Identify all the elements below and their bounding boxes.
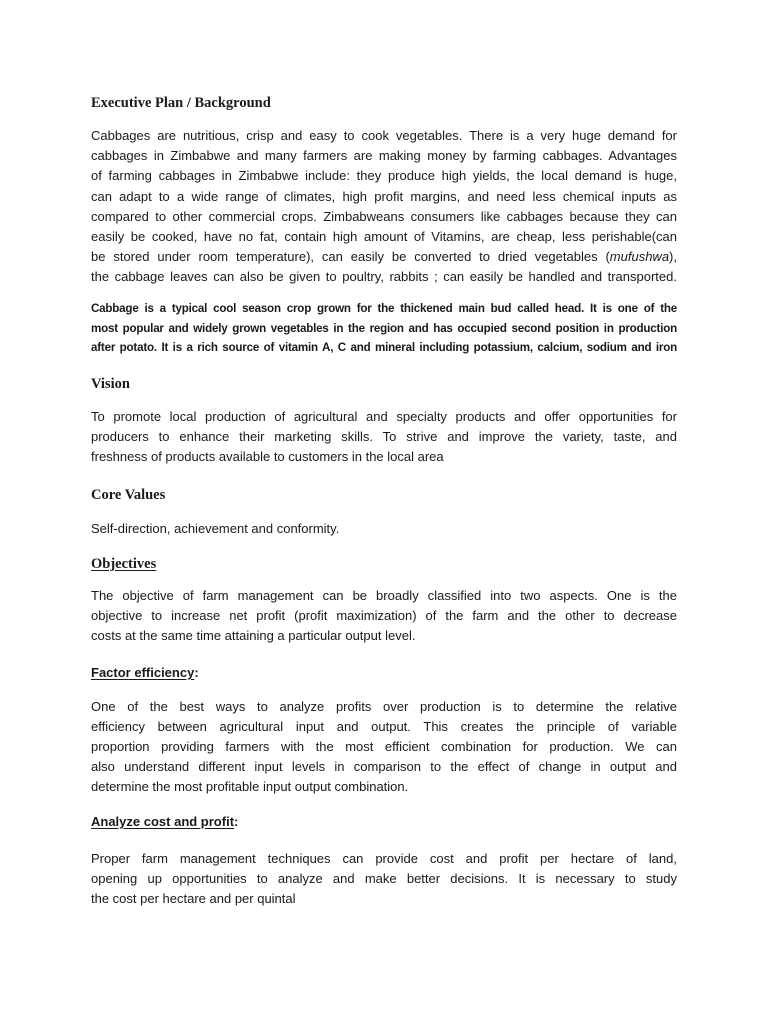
objectives-line-1: The objective of farm management can be broadly classified into two aspects. One is the (91, 588, 677, 603)
analyze-cost-heading-text: Analyze cost and profit (91, 814, 235, 829)
analyze-line-1: Proper farm management techniques can provide cost and profit per hectare of land, (91, 851, 677, 866)
factor-line-2: efficiency between agricultural input and output. This creates the principle of variable (91, 719, 677, 734)
mufushwa-term: mufushwa (609, 249, 670, 265)
paragraph-executive-background (91, 126, 677, 288)
cabbage-line-2: most popular and widely grown vegetables in the region and has occupied second position in production (91, 321, 677, 335)
factor-line-1: One of the best ways to analyze profits over production is to determine the relative (91, 699, 677, 714)
executive-line-6: easily be cooked, have no fat, contain high amount of Vitamins, are cheap, less perishable(can (91, 229, 677, 245)
paragraph-analyze-cost-profit (91, 849, 677, 909)
heading-analyze-cost-profit (91, 813, 677, 831)
heading-core-values: Core Values (91, 487, 166, 503)
cabbage-line-1: Cabbage is a typical cool season crop grown for the thickened main bud called head. It is one of the (91, 302, 677, 315)
vision-line-3: freshness of products available to customers in the local area (91, 449, 444, 465)
cabbage-line-3: after potato. It is a rich source of vitamin A, C and mineral including potassium, calcium, sodium and iron (91, 341, 677, 354)
executive-line-2: cabbages in Zimbabwe and many farmers are making money by farming cabbages. Advantages (91, 148, 677, 164)
paragraph-factor-efficiency (91, 697, 677, 797)
factor-efficiency-heading-text: Factor efficiency (91, 665, 195, 680)
executive-line-7-end: ), (669, 249, 677, 265)
analyze-line-2: opening up opportunities to analyze and make better decisions. It is necessary to study (91, 871, 677, 886)
heading-objectives (91, 555, 677, 573)
executive-line-7 (91, 247, 677, 267)
factor-line-5: determine the most profitable input output combination. (91, 779, 409, 794)
factor-line-3: proportion providing farmers with the most efficient combination for production. We can (91, 739, 677, 754)
objectives-line-2: objective to increase net profit (profit maximization) of the farm and the other to decrease (91, 608, 677, 623)
paragraph-cabbage-description (91, 299, 677, 358)
executive-line-4: can adapt to a wide range of climates, high profit margins, and need less chemical inputs as (91, 188, 677, 204)
vision-line-1: To promote local production of agricultural and specialty products and offer opportunities for (91, 409, 677, 424)
executive-line-7-start: be stored under room temperature), can easily be converted to dried vegetables ( (91, 249, 610, 265)
factor-line-4: also understand different input levels in comparison to the effect of change in output and (91, 759, 677, 774)
core-values-text: Self-direction, achievement and conformity. (91, 521, 340, 536)
analyze-line-3: the cost per hectare and per quintal (91, 891, 296, 906)
paragraph-core-values (91, 519, 677, 539)
paragraph-vision (91, 407, 677, 468)
executive-line-1: Cabbages are nutritious, crisp and easy to cook vegetables. There is a very huge demand for (91, 128, 677, 143)
executive-line-3: of farming cabbages in Zimbabwe include: they produce high yields, the local demand is huge, (91, 168, 677, 184)
paragraph-objectives (91, 586, 677, 646)
executive-line-5: compared to other commercial crops. Zimbabweans consumers like cabbages because they can (91, 208, 677, 224)
executive-line-8: the cabbage leaves can also be given to poultry, rabbits ; can easily be handled and transported. (91, 269, 677, 285)
factor-efficiency-colon: : (194, 665, 199, 680)
analyze-cost-colon: : (234, 814, 239, 829)
vision-line-2: producers to enhance their marketing skills. To strive and improve the variety, taste, and (91, 429, 677, 445)
objectives-line-3: costs at the same time attaining a particular output level. (91, 628, 416, 643)
heading-factor-efficiency (91, 664, 677, 682)
objectives-heading-text: Objectives (91, 556, 157, 572)
heading-vision: Vision (91, 376, 130, 392)
heading-executive-plan: Executive Plan / Background (91, 95, 271, 111)
